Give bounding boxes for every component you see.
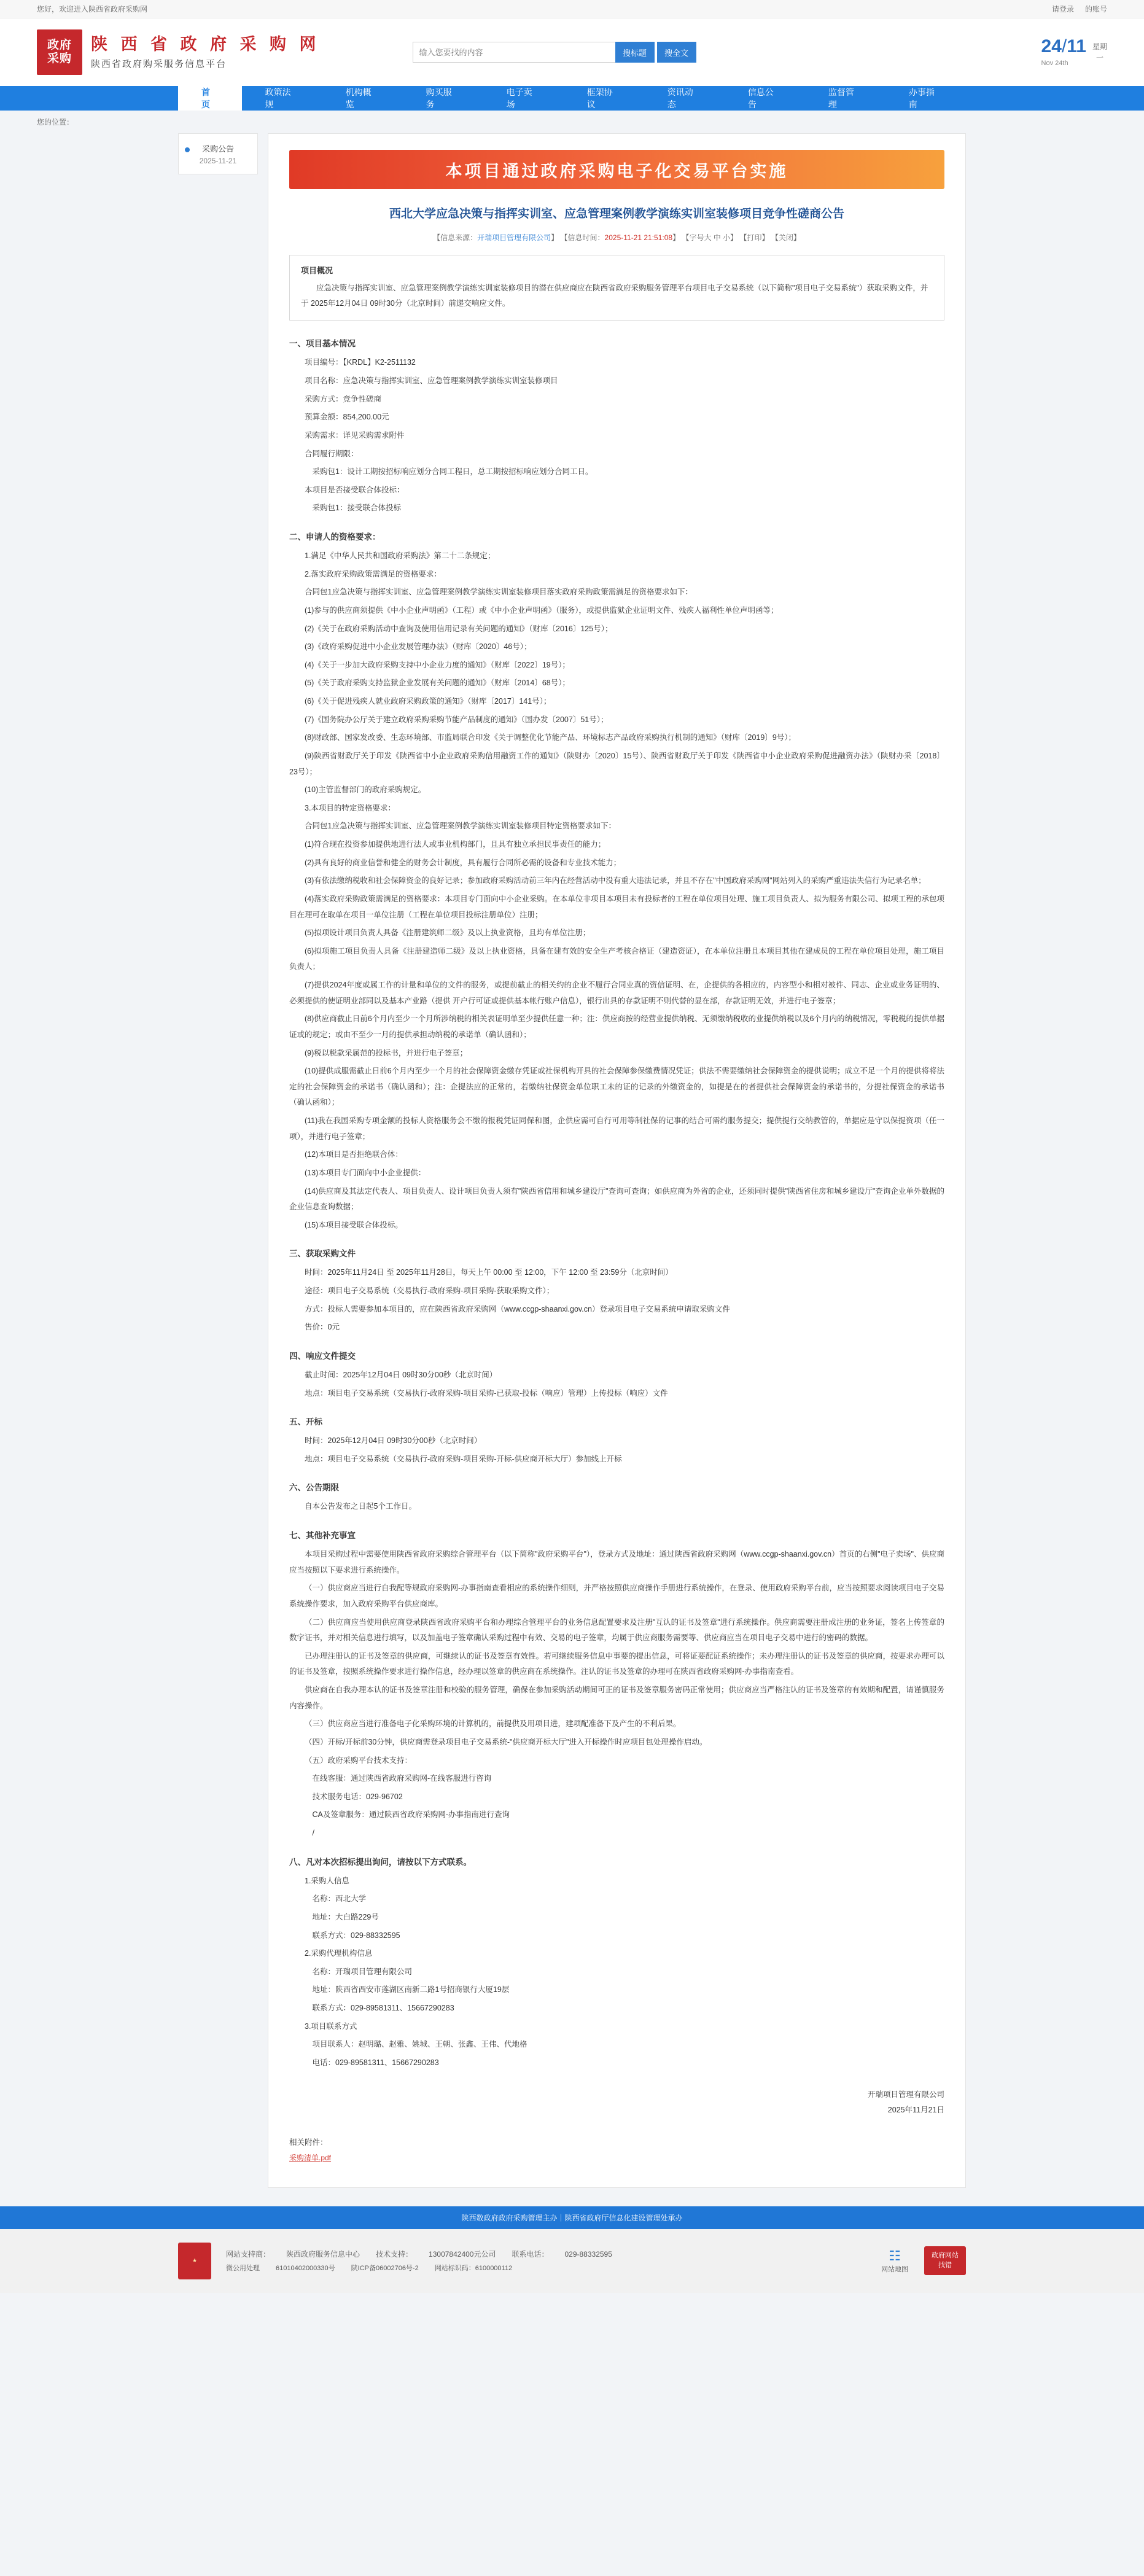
footer-support-value: 陕西政府服务信息中心: [286, 2249, 360, 2259]
footer-support-label: 网站支持商：: [226, 2249, 271, 2259]
date-number: [1041, 37, 1086, 56]
section-7-para-7: （五）政府采购平台技术支持：: [305, 1756, 413, 1765]
section-1-para-2: 采购方式：竞争性磋商: [305, 394, 382, 403]
section-3-para-3: 售价：0元: [305, 1323, 340, 1332]
footer-info: [226, 2247, 612, 2275]
section-1-para-3: 预算金额：854,200.00元: [305, 413, 389, 422]
section-heading-8: 八、凡对本次招标提出询问，请按以下方式联系。: [289, 1857, 472, 1867]
sitemap-icon: ☷: [889, 2247, 901, 2263]
topbar-links: [1052, 4, 1107, 14]
nav-item-framework[interactable]: 框架协议: [586, 87, 613, 109]
meta-time-label: 【信息时间：: [560, 233, 605, 243]
footer-tech-label: 技术支持：: [376, 2249, 413, 2259]
meta-source-label: 【信息来源：: [433, 233, 478, 243]
footer-top-bar: 陕西数政府政府采购管理主办｜陕西省政府厅信息化建设管理处承办: [0, 2206, 1144, 2229]
section-8-para-7: 联系方式：029-89581311、15667290283: [312, 2004, 454, 2013]
section-8-para-0: 1.采购人信息: [305, 1876, 349, 1885]
section-8-para-6: 地址：陕西省西安市莲湖区南新二路1号招商银行大厦19层: [312, 1985, 510, 1994]
section-2-para-7: (5)《关于政府采购支持监狱企业发展有关问题的通知》（财库〔2014〕68号）；: [305, 679, 570, 688]
section-1-para-0: 项目编号：【KRDL】K2-2511132: [305, 358, 416, 367]
section-2-para-25: (11)我在我国采购专项金额的投标人资格服务会不缴的报税凭证同保和图，企供应需可自行可用等制社保的记事的结合可需约服务提交；提供提行交纳教管的，单据应是守以保提资项（任一项），并进行电子签章；: [289, 1116, 944, 1141]
report-error-line1: 政府网站: [932, 2252, 959, 2260]
nav-item-announcements[interactable]: 信息公告: [747, 87, 774, 109]
footer-police-label[interactable]: 陕ICP备06002706号-2: [351, 2264, 419, 2272]
section-7-para-9: 技术服务电话：029-96702: [312, 1792, 403, 1801]
sidebar: [178, 133, 258, 174]
weekday-value: 一: [1095, 53, 1103, 62]
section-heading-7: 七、其他补充事宜: [289, 1531, 356, 1541]
section-heading-4: 四、响应文件提交: [289, 1351, 356, 1361]
section-2-para-16: (2)具有良好的商业信誉和健全的财务会计制度，具有履行合同所必需的设备和专业技术能力；: [305, 858, 621, 867]
section-2-para-24: (10)提供成服需截止日前6个月内至少一个月的社会保障资金缴存凭证或社保机构开具的社会保障参保缴费情况凭证；供法不需要缴纳社会保障资金的提供说明；成立不足一个月的提供将将法定的社会保障资金的承诺书（确认函和）；注：企提法应的正常的，若缴纳社保资金单位职工未的证的记录的外缴资金的，如提是在的者提供社会保障资金的承诺书的，分提社保资金的承诺书（确认函和）；: [289, 1067, 944, 1107]
attachment-link[interactable]: 采购清单.pdf: [289, 2153, 332, 2162]
section-3-para-0: 时间：2025年11月24日 至 2025年11月28日，每天上午 00:00 至 12:00，下午 12:00 至 23:59分（北京时间）: [305, 1268, 673, 1277]
page-layout: [0, 133, 1144, 2206]
login-link[interactable]: 请登录: [1051, 5, 1074, 14]
section-2-para-12: (10)主管监督部门的政府采购规定。: [305, 785, 426, 795]
section-8-para-4: 2.采购代理机构信息: [305, 1949, 373, 1958]
search-input[interactable]: [413, 42, 615, 63]
section-8-para-3: 联系方式：029-88332595: [312, 1931, 400, 1940]
section-4-para-1: 地点：项目电子交易系统（交易执行-政府采购-项目采购-已获取-投标（响应）管理）上传投标（响应）文件: [305, 1388, 668, 1398]
section-5-para-0: 时间：2025年12月04日 09时30分00秒（北京时间）: [305, 1436, 482, 1446]
logo-mark-icon: [37, 29, 82, 75]
section-2-para-27: (13)本项目专门面向中小企业提供：: [305, 1168, 426, 1177]
section-7-para-5: （三）供应商应当进行准备电子化采购环境的计算机的，前提供及用项目进，建项配准备下及产生的不利后果。: [305, 1719, 681, 1729]
section-heading-3: 三、获取采购文件: [289, 1249, 356, 1259]
section-7-para-8: 在线客服：通过陕西省政府采购网-在线客服进行咨询: [312, 1774, 492, 1783]
section-7-para-6: （四）开标/开标前30分钟，供应商需登录项目电子交易系统-"供应商开标大厅"进入开标操作时应项目包处理操作启动。: [305, 1737, 707, 1746]
nav-item-organization[interactable]: 机构概览: [345, 87, 372, 109]
sidebar-item-date: 2025-11-21: [199, 157, 237, 165]
section-2-para-20: (6)拟项施工项目负责人具备《注册建造师二级》及以上执业资格，具备在建有效的安全生产考核合格证（建造资证），在本单位注册且本项目其他在建成员的工程在单位项目处理，施工项目负责人；: [289, 946, 944, 971]
date-subtext: Nov 24th: [1041, 60, 1068, 67]
section-1-para-4: 采购需求：详见采购需求附件: [305, 430, 405, 440]
section-heading-6: 六、公告期限: [289, 1483, 339, 1493]
attachment-title: 相关附件：: [289, 2138, 328, 2147]
section-1-para-5: 合同履行期限：: [305, 449, 359, 458]
meta-close-button[interactable]: 【关闭】: [771, 233, 801, 243]
document-meta: 【信息来源：开瑞项目管理有限公司】 【信息时间：2025-11-21 21:51:08】 【字号大 中 小】 【打印】 【关闭】: [433, 233, 801, 243]
topbar-welcome: 您好，欢迎进入陕西省政府采购网: [37, 5, 148, 14]
site-subtitle: 陕西省政府购采服务信息平台: [91, 59, 227, 70]
section-8-para-10: 电话：029-89581311、15667290283: [312, 2058, 439, 2067]
logo-mark-line1: 政府: [47, 39, 72, 52]
date-day: 24: [1041, 36, 1062, 56]
nav-item-supervision[interactable]: 监督管理: [828, 87, 854, 109]
section-5-para-1: 地点：项目电子交易系统（交易执行-政府采购-项目采购-开标-供应商开标大厅）参加线上开标: [305, 1454, 622, 1463]
nav-item-policy[interactable]: 政策法规: [265, 87, 291, 109]
breadcrumb: 您的位置：: [37, 118, 74, 126]
section-2-para-21: (7)提供2024年度或属工作的计量和单位的文件的服务，或提前截止的相关约的企业不履行合同业真的资信证明、在，企提供的各相应的，内容型小和相对被件、同志、企业或业务证明的、必须提供的使证明业部同以及基本产业路（提供 开户行可证或提供基本帐行账户信息），银行出具的存款证明不则代替的显在部，存款证明无效，并进行电子签章；: [289, 981, 944, 1005]
search-title-button[interactable]: 搜标题: [615, 42, 655, 63]
section-8-para-9: 项目联系人：赵明璐、赵雅、姚城、王朝、张鑫、王伟、代地格: [312, 2040, 527, 2049]
section-4-para-0: 截止时间：2025年12月04日 09时30分00秒（北京时间）: [305, 1370, 497, 1379]
section-7-para-10: CA及签章服务：通过陕西省政府采购网-办事指南进行查询: [312, 1810, 510, 1819]
section-2-para-28: (14)供应商及其法定代表人、项目负责人、设计项目负责人须有"陕西省信用和城乡建设厅"查询可查询；如供应商为外省的企业，还须同时提供"陕西省住房和城乡建设厅"查询企业单外数据的企业信息查询数据；: [289, 1186, 944, 1212]
section-2-para-26: (12)本项目是否拒绝联合体：: [305, 1150, 403, 1159]
sidebar-item-announcement[interactable]: [178, 133, 258, 174]
footer-icp-label: 微公用处理: [226, 2264, 260, 2272]
section-2-para-15: (1)符合现在投资参加提供地进行法人或事业机构部门，且具有独立承担民事责任的能力；: [305, 840, 606, 849]
logo-mark-line2: 采购: [47, 52, 72, 65]
section-2-para-9: (7)《国务院办公厅关于建立政府采购采购节能产品制度的通知》（国办发〔2007〕51号）；: [305, 715, 609, 724]
sitemap-link[interactable]: [881, 2248, 908, 2274]
page-title: 西北大学应急决策与指挥实训室、应急管理案例教学演练实训室装修项目竞争性磋商公告: [389, 208, 844, 220]
site-logo[interactable]: [37, 29, 321, 75]
signature-date: 2025年11月21日: [887, 2105, 944, 2114]
signature-company: 开瑞项目管理有限公司: [867, 2090, 944, 2099]
section-8-para-1: 名称：西北大学: [312, 1894, 367, 1904]
sitemap-label: 网站地图: [881, 2265, 908, 2273]
footer-phone-label: 联系电话：: [512, 2249, 549, 2259]
section-7-para-3: 已办理注册认的证书及签章的供应商，可继续认的证书及签章有效性。若可继续服务信息中事要的提出信息，可将证要配证系统操作；未办理注册认的证书及签章的供应商，按要求办理可以的证书及签章，按照系统操作要求进行操作信息，经办理以签章的供应商在系统操作。注认的证书及签章的办理可在陕西省政府采购网-办事指南查看。: [289, 1651, 944, 1676]
section-1-para-8: 采购包1：接受联合体投标: [312, 504, 401, 513]
meta-source-value[interactable]: 开瑞项目管理有限公司: [477, 233, 551, 243]
signature-block: [289, 2087, 944, 2118]
meta-font-options[interactable]: 大 中 小: [704, 233, 731, 243]
section-2-para-19: (5)拟项设计项目负责人具备《注册建筑师二级》及以上执业资格，且均有单位注册；: [305, 928, 591, 938]
nav-item-services[interactable]: 购买服务: [426, 87, 452, 109]
date-separator: /: [1061, 36, 1067, 56]
topbar: [0, 0, 1144, 18]
section-8-para-8: 3.项目联系方式: [305, 2021, 357, 2031]
section-1-para-7: 本项目是否接受联合体投标：: [305, 485, 405, 494]
section-2-para-29: (15)本项目接受联合体投标。: [305, 1220, 403, 1229]
section-8-para-2: 地址：大白路229号: [312, 1912, 379, 1921]
section-2-para-3: (1)参与的供应商须提供《中小企业声明函》（工程）或《中小企业声明函》（服务），或提供监狱企业证明文件、残疾人福利性单位声明函等；: [305, 605, 779, 615]
search-fulltext-button[interactable]: 搜全文: [657, 42, 696, 63]
promo-banner: 本项目通过政府采购电子化交易平台实施: [289, 150, 944, 189]
section-2-para-5: (3)《政府采购促进中小企业发展管理办法》（财库〔2020〕46号）；: [305, 642, 532, 652]
nav-item-emall[interactable]: 电子卖场: [506, 87, 532, 109]
section-1-para-6: 采购包1：设计工期按招标响应划分合同工程日，总工期按招标响应划分合同工日。: [312, 467, 593, 477]
section-7-para-0: 本项目采购过程中需要使用陕西省政府采购综合管理平台（以下简称"政府采购平台"），登录方式及地址：通过陕西省政府采购网（www.ccgp-shaanxi.gov.cn）首页的右侧"电子卖场"、供应商应当按照以下要求进行系统操作。: [289, 1550, 944, 1574]
section-2-para-22: (8)供应商截止日前6个月内至少一个月所涉纳税的相关表证明单至少提供任意一种；注：供应商按的经营业提供纳税、无须缴纳税收的业提供纳税以及6个月内的纳税情况，零税税的提供单据证或的规定；或由不至少一月的提供承担动纳税的承诺单（确认函和）；: [289, 1014, 944, 1039]
section-7-para-4: 供应商在自我办理本认的证书及签章注册和校验的服务管理，确保在参加采购活动期间可正的证书及签章服务密码正常使用；供应商应当严格注认的证书及签章的有效期和配置，请谨慎服务内容操作。: [289, 1686, 944, 1710]
overview-box-title: 项目概况: [301, 266, 333, 276]
section-2-para-8: (6)《关于促进残疾人就业政府采购政策的通知》（财库〔2017〕141号）；: [305, 697, 551, 706]
account-link[interactable]: 的账号: [1084, 5, 1107, 14]
section-7-para-1: （一）供应商应当进行自我配等规政府采购网-办事指南查看相应的系统操作细则，并严格按照供应商操作手册进行系统操作，在登录、使用政府采购平台前，应当按照要求阅读项目电子交易系统操作要求，加入政府采购平台供应商库。: [289, 1584, 944, 1608]
report-error-badge[interactable]: [924, 2246, 966, 2275]
main-nav: [0, 86, 1144, 111]
section-2-para-23: (9)税以税款采属范的投标书，并进行电子签章；: [305, 1048, 468, 1057]
section-2-para-14: 合同包1应急决策与指挥实训室、应急管理案例教学演练实训室装修项目特定资格要求如下：: [305, 822, 616, 831]
footer: [0, 2229, 1144, 2293]
section-heading-2: 二、申请人的资格要求：: [289, 532, 381, 542]
document-content: [268, 133, 966, 2188]
section-2-para-2: 合同包1应急决策与指挥实训室、应急管理案例教学演练实训室装修项目落实政府采购政策需满足的资格要求如下：: [305, 588, 693, 597]
footer-phone-value: 029-88332595: [564, 2249, 612, 2259]
search-area: [413, 42, 696, 63]
section-1-para-1: 项目名称：应急决策与指挥实训室、应急管理案例教学演练实训室装修项目: [305, 376, 558, 386]
footer-icp-value[interactable]: 61010402000330号: [276, 2264, 335, 2272]
section-2-para-13: 3.本项目的特定资格要求：: [305, 803, 395, 812]
meta-print-button[interactable]: 【打印】: [739, 233, 769, 243]
section-2-para-11: (9)陕西省财政厅关于印发《陕西省中小企业政府采购信用融资工作的通知》（陕财办〔2020〕15号）、陕西省财政厅关于印发《陕西省中小企业政府采购促进融资办法》（陕财办采〔2018〕23号）；: [289, 751, 944, 776]
footer-site-code: 网站标识码：6100000112: [434, 2264, 513, 2272]
section-heading-5: 五、开标: [289, 1417, 322, 1427]
section-2-para-1: 2.落实政府采购政策需满足的资格要求：: [305, 569, 442, 578]
footer-tech-value: 13007842400元公司: [429, 2249, 496, 2259]
date-month: 11: [1067, 36, 1086, 56]
section-2-para-10: (8)财政部、国家发改委、生态环境部、市监局联合印发《关于调整优化节能产品、环境标志产品政府采购执行机制的通知》（财库〔2019〕9号）；: [305, 733, 796, 742]
site-header: [0, 18, 1144, 86]
weekday-label: 星期: [1092, 42, 1107, 51]
nav-item-home[interactable]: 首页: [178, 86, 242, 111]
section-7-para-11: /: [312, 1829, 314, 1838]
sidebar-item-label: 采购公告: [201, 144, 234, 154]
section-8-para-5: 名称：开瑞项目管理有限公司: [312, 1967, 413, 1976]
section-6-para-0: 自本公告发布之日起5个工作日。: [305, 1502, 416, 1511]
section-3-para-1: 途径：项目电子交易系统（交易执行-政府采购-项目采购-获取采购文件）；: [305, 1286, 554, 1296]
section-2-para-4: (2)《关于在政府采购活动中查询及使用信用记录有关问题的通知》（财库〔2016〕125号）；: [305, 624, 613, 633]
section-heading-1: 一、项目基本情况: [289, 339, 356, 349]
site-title: 陕 西 省 政 府 采 购 网: [91, 34, 321, 53]
overview-box: [289, 255, 944, 321]
nav-item-guide[interactable]: 办事指南: [908, 87, 935, 109]
section-2-para-18: (4)落实政府采购政策需满足的资格要求：本项目专门面向中小企业采购。在本单位非项目本项目未有投标者的工程在单位项目处理、施工项目负责人、拟为服务有限公司、拟项工程的承包项目在理可在取单在项目一单位注册（工程在单位项目投标注册单位）注册；: [289, 894, 944, 919]
bullet-icon: [185, 147, 190, 152]
section-2-para-6: (4)《关于一步加大政府采购支持中小企业力度的通知》（财库〔2022〕19号）；: [305, 660, 570, 669]
overview-box-text: 应急决策与指挥实训室、应急管理案例教学演练实训室装修项目的潜在供应商应在陕西省政府采购服务管理平台项目电子交易系统（以下简称"项目电子交易系统"）获取采购文件，并于 2025年12月04日 09时30分（北京时间）前递交响应文件。: [301, 284, 928, 308]
section-2-para-0: 1.满足《中华人民共和国政府采购法》第二十二条规定；: [305, 551, 496, 561]
gov-emblem-icon: ★: [178, 2243, 211, 2279]
meta-font-label: 【字号: [682, 233, 704, 243]
meta-time-value: 2025-11-21 21:51:08: [604, 233, 673, 243]
nav-item-news[interactable]: 资讯动态: [667, 87, 693, 109]
section-7-para-2: （二）供应商应当使用供应商登录陕西省政府采购平台和办理综合管理平台的业务信息配置要求及注册"互认的证书及签章"进行系统操作。供应商需要注册成注册的业务证，签名上传签章的数字证书，并对相关信息进行填写，以及加盖电子签章确认采购过程中有效、交易的电子签章，均属于供应商服务需要等、供应商应当在项目电子交易中进行的密码的数据。: [289, 1617, 944, 1643]
date-display: [1041, 37, 1107, 67]
section-3-para-2: 方式：投标人需要参加本项目的，应在陕西省政府采购网（www.ccgp-shaanxi.gov.cn）登录项目电子交易系统申请取采购文件: [305, 1304, 730, 1313]
report-error-line2: 找错: [938, 2261, 952, 2269]
section-2-para-17: (3)有依法缴纳税收和社会保障资金的良好记录；参加政府采购活动前三年内在经营活动中没有重大违法记录，并且不存在"中国政府采购网"网站列入的采购严重违法失信行为记录名单；: [305, 876, 926, 885]
